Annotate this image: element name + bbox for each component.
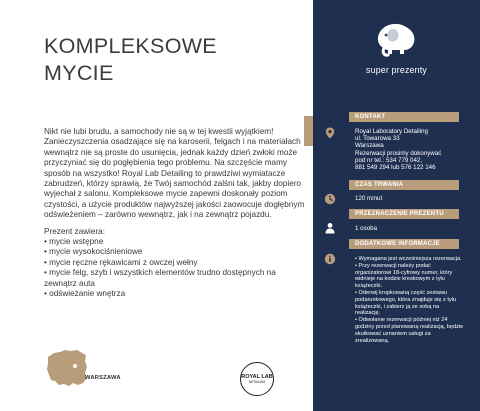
includes-label: Prezent zawiera: [44,226,105,236]
list-item: • odświeżanie wnętrza [44,289,126,299]
person-icon [324,222,336,234]
city-label: WARSZAWA [85,375,121,381]
contact-line: Rezerwacji prosimy dokonywać [355,149,442,157]
page-title [44,33,284,87]
partner-badge [240,362,274,396]
section-header-kontakt: KONTAKT [349,112,459,122]
description-paragraph: Nikt nie lubi brudu, a samochody nie są w tej kwestii wyjątkiem! Zanieczyszczenia osadzające się na karoserii, felgach i na materiałach wewnątrz nie są proste do usunięcia, jednak każdy dzień zwłoki może przyczyniać się do pogłębienia tego problemu. Na szczęście mamy sposób na wszystko! Royal Lab Detailing to prawdziwi wymiatacze zabrudzeń, którzy sprawią, że Twój samochód zalśni tak, jakby dopiero wyjechał z salonu. Kompleksowe mycie zapewni doskonały poziom czystości, a użycie produktów najwyższej jakości zaowocuje dogłębnym odświeżeniem – zarówno wewnątrz, jak i na zewnątrz pojazdu. [44,127,305,220]
location-pin-icon [324,127,336,139]
note-item: • Wymagana jest wcześniejsza rezerwacja. [355,256,465,263]
additional-info [355,256,465,344]
title-line-1: KOMPLEKSOWE [44,34,217,58]
contact-line: Warszawa [355,142,384,150]
list-item: • mycie ręczne rękawicami z owczej wełny [44,257,198,267]
note-item: • Oderwij kropkowaną część zestawu podarunkowego, która znajduje się z tyłu książeczki, i zabierz ją ze sobą na realizację. [355,290,465,317]
brand-logo [313,20,480,92]
participants-value: 1 osoba [355,225,378,232]
clock-icon [324,193,336,205]
title-line-2: MYCIE [44,61,114,85]
list-item: • mycie wstępne [44,237,104,247]
note-item: • Przy rezerwacji należy podać organizatorowi 18-cyfrowy numer, który widnieje na kodzie kreskowym z tyłu książeczki. [355,263,465,290]
contact-line: Royal Laboratory Detailing [355,128,428,135]
partner-badge-sub: DETAILING [248,380,266,384]
note-item: • Odwołanie rezerwacji później niż 24 godziny przed planowaną realizacją, będzie skutkować uznaniem usługi za zrealizowaną. [355,317,465,344]
contact-info [355,128,441,171]
description [44,127,306,300]
contact-line: ul. Towarowa 33 [355,135,400,143]
duration-value: 120 minut [355,195,383,202]
poland-map-icon [44,347,90,389]
brand-name: super prezenty [366,65,427,75]
info-icon [324,253,336,265]
section-header-dodatkowe: DODATKOWE INFORMACJE [349,239,459,249]
elephant-logo-icon [374,20,420,58]
contact-line: 881 549 294 lub 576 122 146 [355,164,436,172]
list-item: • mycie wysokociśnieniowe [44,247,143,257]
list-item: • mycie felg, szyb i wszystkich elementów trudno dostępnych na zewnątrz auta [44,268,276,288]
partner-badge-name: ROYAL LAB [241,374,273,380]
contact-line: pod nr tel.: 534 779 042, [355,156,423,164]
section-header-przeznaczenie: PRZEZNACZENIE PREZENTU [349,209,459,219]
includes-list [44,237,306,299]
warsaw-dot [73,364,77,368]
section-header-czas: CZAS TRWANIA [349,180,459,190]
